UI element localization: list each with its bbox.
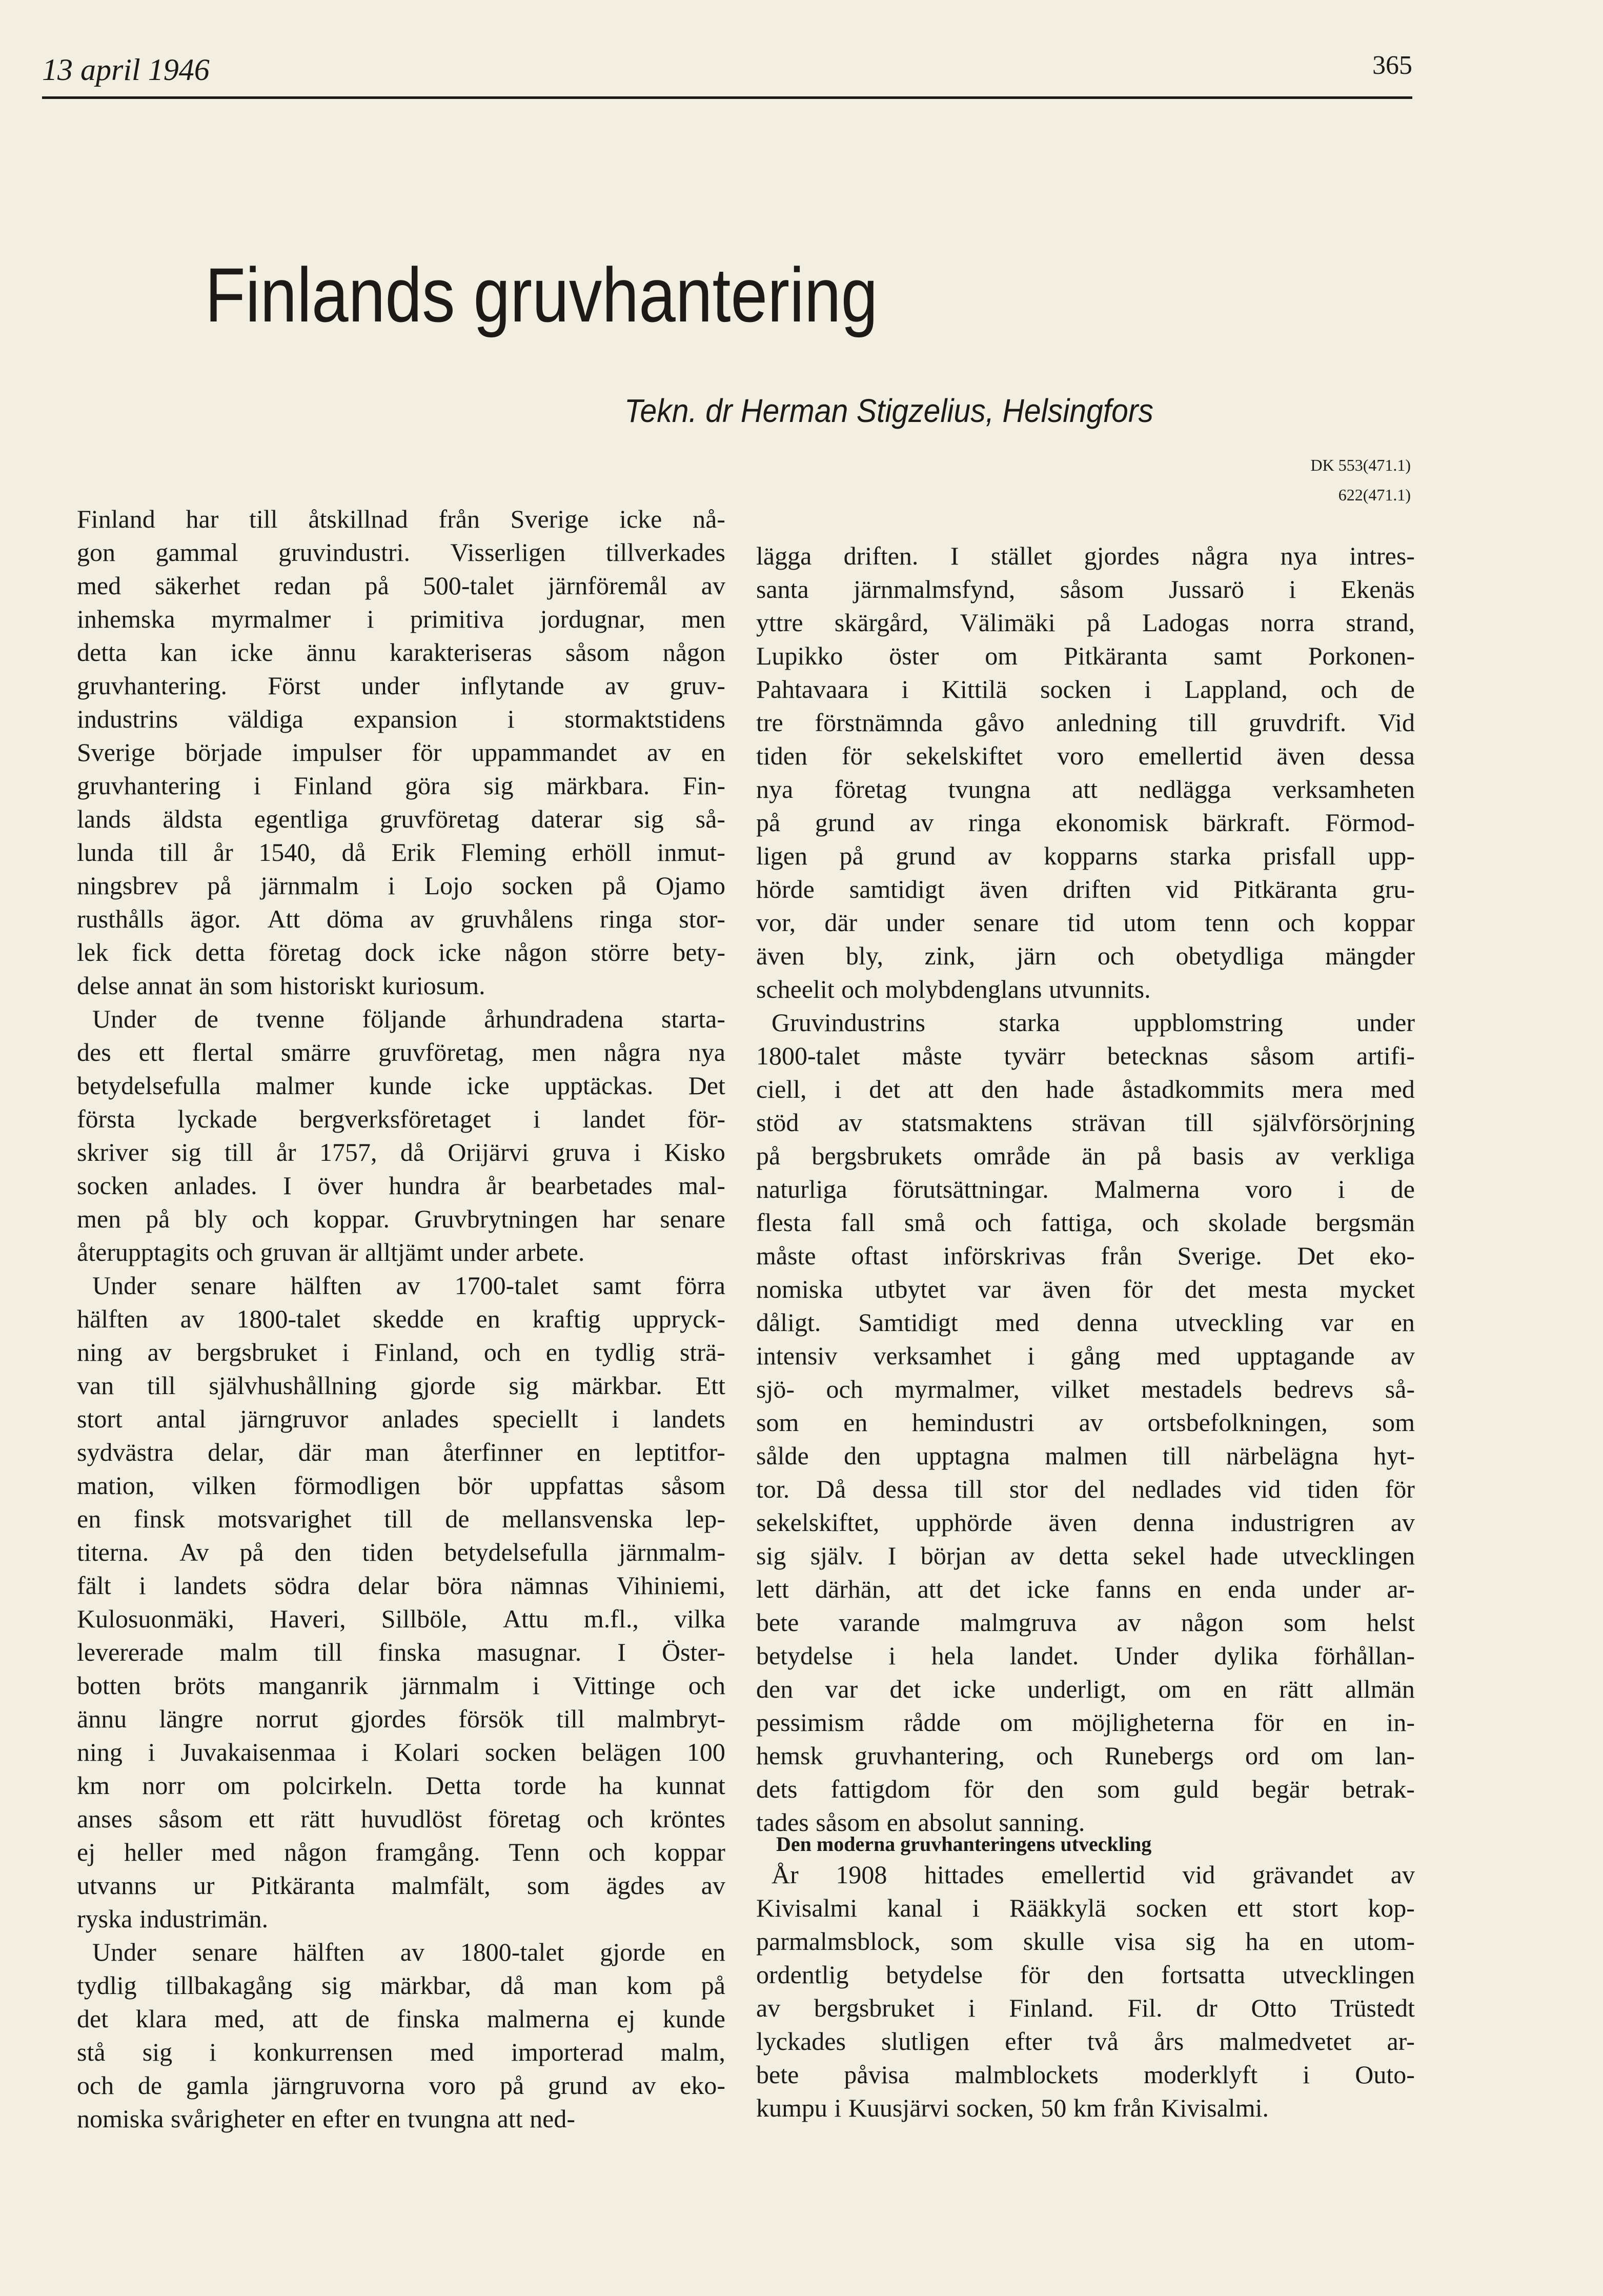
text-line: sydvästra delar, där man återfinner en leptitfor- (77, 1438, 725, 1466)
header-rule (42, 96, 1412, 99)
right-column-continued (756, 1858, 1415, 2125)
classification-code: DK 553(471.1) (1310, 456, 1411, 474)
text-line: det klara med, att de finska malmerna ej kunde (77, 2004, 725, 2033)
article-author: Tekn. dr Herman Stigzelius, Helsingfors (624, 392, 1153, 429)
text-line: lunda till år 1540, då Erik Fleming erhöll inmut- (77, 838, 725, 867)
text-line: som en hemindustri av ortsbefolkningen, som (756, 1408, 1415, 1437)
text-line: nomiska utbytet var även för det mesta mycket (756, 1275, 1415, 1303)
text-line: dets fattigdom för den som guld begär betrak- (756, 1775, 1415, 1803)
article-title: Finlands gruvhantering (205, 252, 878, 338)
text-line: lek fick detta företag dock icke någon större bety- (77, 938, 725, 966)
text-line: detta kan icke ännu karakteriseras såsom någon (77, 638, 725, 667)
section-subheading: Den moderna gruvhanteringens utveckling (776, 1832, 1152, 1856)
text-line: tre förstnämnda gåvo anledning till gruvdrift. Vid (756, 708, 1415, 737)
left-column (77, 502, 725, 2136)
text-line: des ett flertal smärre gruvföretag, men några nya (77, 1038, 725, 1066)
text-line: hälften av 1800-talet skedde en kraftig uppryck- (77, 1304, 725, 1333)
text-line: tiden för sekelskiftet voro emellertid även dessa (756, 741, 1415, 770)
text-line: nya företag tvungna att nedlägga verksamheten (756, 775, 1415, 803)
text-line: pessimism rådde om möjligheterna för en in- (756, 1708, 1415, 1737)
text-line: sjö- och myrmalmer, vilket mestadels bedrevs så- (756, 1375, 1415, 1403)
text-line: på grund av ringa ekonomisk bärkraft. Förmod- (756, 808, 1415, 837)
text-line: stå sig i konkurrensen med importerad malm, (77, 2038, 725, 2066)
text-line: och de gamla järngruvorna voro på grund av eko- (77, 2071, 725, 2100)
text-line: lyckades slutligen efter två års malmedvetet ar- (756, 2027, 1415, 2056)
text-line: parmalmsblock, som skulle visa sig ha en utom- (756, 1927, 1415, 1956)
text-line: 1800-talet måste tyvärr betecknas såsom artifi- (756, 1041, 1415, 1070)
text-line: levererade malm till finska masugnar. I Öster- (77, 1638, 725, 1666)
text-line: Kivisalmi kanal i Rääkkylä socken ett stort kop- (756, 1894, 1415, 1922)
text-line: År 1908 hittades emellertid vid grävandet av (772, 1860, 1415, 1889)
text-line: naturliga förutsättningar. Malmerna voro i de (756, 1175, 1415, 1203)
issue-date: 13 april 1946 (42, 53, 210, 87)
text-line: ningsbrev på järnmalm i Lojo socken på Ojamo (77, 871, 725, 900)
text-line: Under senare hälften av 1700-talet samt förra (92, 1271, 725, 1300)
text-line: ning i Juvakaisenmaa i Kolari socken belägen 100 (77, 1738, 725, 1766)
text-line: Pahtavaara i Kittilä socken i Lappland, och de (756, 675, 1415, 703)
text-line: betydelse i hela landet. Under dylika förhållan- (756, 1641, 1415, 1670)
text-line: Sverige började impulser för uppammandet av en (77, 738, 725, 767)
text-line: stöd av statsmaktens strävan till självförsörjning (756, 1108, 1415, 1137)
text-line: titerna. Av på den tiden betydelsefulla järnmalm- (77, 1538, 725, 1566)
text-line: ligen på grund av kopparns starka prisfall upp- (756, 841, 1415, 870)
text-line: Under de tvenne följande århundradena starta- (92, 1004, 725, 1033)
text-line: scheelit och molybdenglans utvunnits. (756, 975, 1151, 1003)
text-line: mation, vilken förmodligen bör uppfattas såsom (77, 1471, 725, 1500)
text-line: Lupikko öster om Pitkäranta samt Porkonen- (756, 641, 1415, 670)
text-line: nomiska svårigheter en efter en tvungna att ned- (77, 2104, 575, 2133)
text-line: hemsk gruvhantering, och Runebergs ord om lan- (756, 1741, 1415, 1770)
text-line: flesta fall små och fattiga, och skolade bergsmän (756, 1208, 1415, 1237)
text-line: santa järnmalmsfynd, såsom Jussarö i Ekenäs (756, 575, 1415, 603)
text-line: bete påvisa malmblockets moderklyft i Outo- (756, 2060, 1415, 2089)
text-line: rusthålls ägor. Att döma av gruvhålens ringa stor- (77, 904, 725, 933)
text-line: yttre skärgård, Välimäki på Ladogas norra strand, (756, 608, 1415, 637)
text-line: gon gammal gruvindustri. Visserligen tillverkades (77, 538, 725, 567)
text-line: vor, där under senare tid utom tenn och koppar (756, 908, 1415, 937)
text-line: industrins väldiga expansion i stormaktstidens (77, 704, 725, 733)
text-line: inhemska myrmalmer i primitiva jordugnar, men (77, 605, 725, 633)
text-line: sålde den upptagna malmen till närbelägna hyt- (756, 1441, 1415, 1470)
text-line: ordentlig betydelse för den fortsatta utvecklingen (756, 1960, 1415, 1989)
text-line: dåligt. Samtidigt med denna utveckling var en (756, 1308, 1415, 1337)
text-line: botten bröts manganrik järnmalm i Vittinge och (77, 1671, 725, 1700)
text-line: även bly, zink, järn och obetydliga mängder (756, 941, 1415, 970)
text-line: ännu längre norrut gjordes försök till malmbryt- (77, 1704, 725, 1733)
text-line: lett därhän, att det icke fanns en enda under ar- (756, 1575, 1415, 1603)
text-line: tydlig tillbakagång sig märkbar, då man kom på (77, 1971, 725, 2000)
text-line: lands äldsta egentliga gruvföretag daterar sig så- (77, 804, 725, 833)
page-number: 365 (1372, 51, 1412, 80)
text-line: socken anlades. I över hundra år bearbetades mal- (77, 1171, 725, 1200)
text-line: måste oftast införskrivas från Sverige. Det eko- (756, 1241, 1415, 1270)
text-line: av bergsbruket i Finland. Fil. dr Otto Trüstedt (756, 1993, 1415, 2022)
text-line: på bergsbrukets område än på basis av verkliga (756, 1141, 1415, 1170)
text-line: intensiv verksamhet i gång med upptagande av (756, 1341, 1415, 1370)
text-line: gruvhantering i Finland göra sig märkbara. Fin- (77, 771, 725, 800)
text-line: van till självhushållning gjorde sig märkbar. Ett (77, 1371, 725, 1400)
text-line: men på bly och koppar. Gruvbrytningen har senare (77, 1204, 725, 1233)
text-line: utvanns ur Pitkäranta malmfält, som ägdes av (77, 1871, 725, 1900)
classification-codes (1310, 450, 1411, 510)
text-line: betydelsefulla malmer kunde icke upptäckas. Det (77, 1071, 725, 1100)
text-line: Kulosuonmäki, Haveri, Sillböle, Attu m.fl., vilka (77, 1604, 725, 1633)
text-line: hörde samtidigt även driften vid Pitkäranta gru- (756, 875, 1415, 903)
text-line: den var det icke underligt, om en rätt allmän (756, 1675, 1415, 1703)
text-line: gruvhantering. Först under inflytande av gruv- (77, 671, 725, 700)
text-line: Finland har till åtskillnad från Sverige icke nå- (77, 505, 725, 533)
text-line: ej heller med någon framgång. Tenn och koppar (77, 1838, 725, 1866)
text-line: km norr om polcirkeln. Detta torde ha kunnat (77, 1771, 725, 1800)
text-line: anses såsom ett rätt huvudlöst företag och kröntes (77, 1804, 725, 1833)
text-line: tor. Då dessa till stor del nedlades vid tiden för (756, 1475, 1415, 1503)
text-line: Under senare hälften av 1800-talet gjorde en (92, 1938, 725, 1966)
text-line: lägga driften. I stället gjordes några nya intres- (756, 541, 1415, 570)
text-line: sekelskiftet, upphörde även denna industrigren av (756, 1508, 1415, 1537)
text-line: delse annat än som historiskt kuriosum. (77, 971, 485, 1000)
text-line: återupptagits och gruvan är alltjämt under arbete. (77, 1238, 585, 1266)
text-line: första lyckade bergverksföretaget i landet för- (77, 1104, 725, 1133)
text-line: kumpu i Kuusjärvi socken, 50 km från Kivisalmi. (756, 2093, 1269, 2122)
text-line: ciell, i det att den hade åstadkommits mera med (756, 1075, 1415, 1103)
text-line: med säkerhet redan på 500-talet järnföremål av (77, 571, 725, 600)
text-line: ryska industrimän. (77, 1904, 269, 1933)
text-line: stort antal järngruvor anlades speciellt i landets (77, 1404, 725, 1433)
text-line: fält i landets södra delar böra nämnas Vihiniemi, (77, 1571, 725, 1600)
right-column (756, 539, 1415, 1839)
text-line: Gruvindustrins starka uppblomstring under (772, 1008, 1415, 1037)
classification-code: 622(471.1) (1338, 486, 1411, 504)
text-line: sig själv. I början av detta sekel hade utvecklingen (756, 1541, 1415, 1570)
text-line: tades såsom en absolut sanning. (756, 1808, 1085, 1837)
text-line: en finsk motsvarighet till de mellansvenska lep- (77, 1504, 725, 1533)
text-line: bete varande malmgruva av någon som helst (756, 1608, 1415, 1637)
text-line: ning av bergsbruket i Finland, och en tydlig strä- (77, 1338, 725, 1366)
text-line: skriver sig till år 1757, då Orijärvi gruva i Kisko (77, 1138, 725, 1166)
